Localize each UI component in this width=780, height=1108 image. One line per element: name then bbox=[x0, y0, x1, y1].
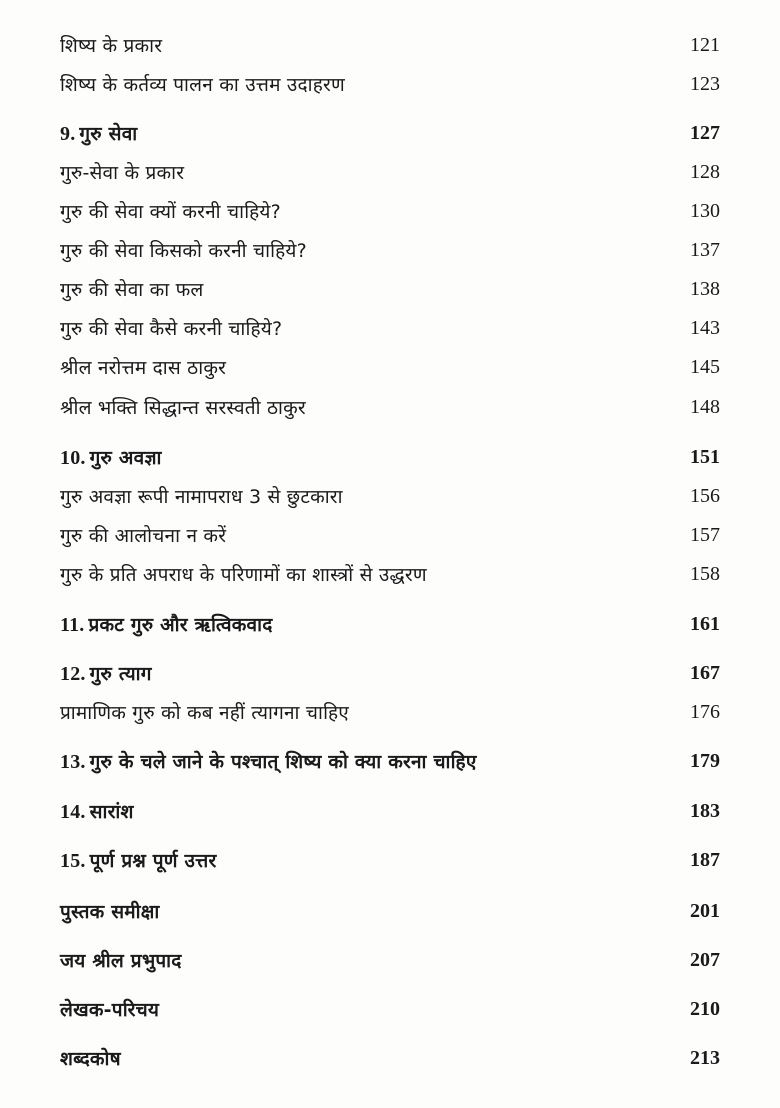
toc-entry-title-text: शिष्य के कर्तव्य पालन का उत्तम उदाहरण bbox=[60, 74, 345, 96]
toc-entry[interactable] bbox=[60, 746, 720, 776]
toc-entry-title-text: जय श्रील प्रभुपाद bbox=[60, 950, 182, 972]
toc-entry-page-number: 207 bbox=[690, 948, 720, 971]
toc-entry-title-text: गुरु सेवा bbox=[79, 123, 138, 145]
toc-entry-title-text: गुरु के प्रति अपराध के परिणामों का शास्त्रों से उद्धरण bbox=[60, 564, 427, 586]
toc-entry-title bbox=[60, 660, 152, 686]
toc-entry[interactable] bbox=[60, 609, 720, 639]
toc-entry-page-number: 210 bbox=[690, 997, 720, 1020]
toc-entry-title bbox=[60, 699, 349, 725]
toc-entry-title-text: शिष्य के प्रकार bbox=[60, 35, 163, 57]
toc-entry-title bbox=[60, 32, 162, 58]
toc-entry-page-number: 161 bbox=[690, 612, 720, 635]
toc-entry-title bbox=[60, 354, 226, 380]
toc-entry-page-number: 148 bbox=[690, 395, 720, 418]
toc-entry-title-text: गुरु की आलोचना न करें bbox=[60, 525, 227, 547]
toc-entry[interactable] bbox=[60, 520, 720, 550]
toc-entry-title-text: गुरु की सेवा किसको करनी चाहिये? bbox=[60, 240, 307, 262]
toc-entry-title bbox=[60, 1045, 121, 1071]
toc-entry-title bbox=[60, 315, 282, 341]
toc-entry[interactable] bbox=[60, 658, 720, 688]
toc-entry[interactable] bbox=[60, 1043, 720, 1073]
toc-entry-page-number: 137 bbox=[690, 238, 720, 261]
toc-entry[interactable] bbox=[60, 313, 720, 343]
toc-entry-title-text: गुरु की सेवा कैसे करनी चाहिये? bbox=[60, 318, 283, 340]
toc-entry-title bbox=[60, 847, 216, 873]
toc-entry-title-text: श्रील भक्ति सिद्धान्त सरस्वती ठाकुर bbox=[60, 397, 306, 419]
toc-entry-title-text: शब्दकोष bbox=[60, 1048, 121, 1070]
toc-entry[interactable] bbox=[60, 30, 720, 60]
toc-entry-page-number: 151 bbox=[690, 445, 720, 468]
toc-entry-title bbox=[60, 198, 281, 224]
toc-entry-page-number: 157 bbox=[690, 523, 720, 546]
toc-entry-page-number: 156 bbox=[690, 484, 720, 507]
toc-entry-page-number: 123 bbox=[690, 72, 720, 95]
toc-entry-title bbox=[60, 947, 182, 973]
chapter-number: 10. bbox=[60, 447, 86, 469]
toc-entry[interactable] bbox=[60, 274, 720, 304]
toc-entry-title bbox=[60, 898, 160, 924]
toc-entry[interactable] bbox=[60, 392, 720, 422]
toc-entry-title bbox=[60, 444, 162, 470]
toc-entry[interactable] bbox=[60, 442, 720, 472]
toc-entry-title-text: गुरु के चले जाने के पश्चात् शिष्य को क्या करना चाहिए bbox=[89, 751, 477, 773]
chapter-number: 14. bbox=[60, 801, 86, 823]
toc-entry[interactable] bbox=[60, 559, 720, 589]
toc-entry-page-number: 167 bbox=[690, 661, 720, 684]
toc-entry-page-number: 187 bbox=[690, 848, 720, 871]
toc-entry-title-text: पुस्तक समीक्षा bbox=[60, 901, 160, 923]
toc-entry-title-text: प्रामाणिक गुरु को कब नहीं त्यागना चाहिए bbox=[60, 702, 349, 724]
toc-entry-title-text: गुरु की सेवा क्यों करनी चाहिये? bbox=[60, 201, 281, 223]
toc-entry-page-number: 127 bbox=[690, 121, 720, 144]
toc-entry[interactable] bbox=[60, 69, 720, 99]
toc-entry-title-text: सारांश bbox=[89, 801, 134, 823]
toc-entry-page-number: 201 bbox=[690, 899, 720, 922]
toc-entry[interactable] bbox=[60, 845, 720, 875]
toc-entry-title-text: गुरु की सेवा का फल bbox=[60, 279, 204, 301]
toc-entry-title bbox=[60, 394, 306, 420]
toc-entry-page-number: 128 bbox=[690, 160, 720, 183]
toc-entry[interactable] bbox=[60, 697, 720, 727]
toc-entry-page-number: 183 bbox=[690, 799, 720, 822]
toc-entry[interactable] bbox=[60, 196, 720, 226]
toc-entry-page-number: 138 bbox=[690, 277, 720, 300]
toc-entry-page-number: 143 bbox=[690, 316, 720, 339]
toc-entry[interactable] bbox=[60, 896, 720, 926]
toc-entry-title-text: गुरु त्याग bbox=[89, 663, 152, 685]
toc-entry-title bbox=[60, 748, 477, 774]
toc-entry-page-number: 130 bbox=[690, 199, 720, 222]
toc-entry-title bbox=[60, 120, 137, 146]
chapter-number: 15. bbox=[60, 850, 86, 872]
toc-entry-title-text: गुरु-सेवा के प्रकार bbox=[60, 162, 185, 184]
toc-entry-title bbox=[60, 237, 307, 263]
toc-entry[interactable] bbox=[60, 352, 720, 382]
toc-entry-title-text: श्रील नरोत्तम दास ठाकुर bbox=[60, 357, 227, 379]
toc-entry-page-number: 176 bbox=[690, 700, 720, 723]
toc-entry[interactable] bbox=[60, 235, 720, 265]
chapter-number: 11. bbox=[60, 614, 85, 636]
toc-entry-title bbox=[60, 522, 226, 548]
chapter-number: 9. bbox=[60, 123, 76, 145]
toc-entry-title-text: गुरु अवज्ञा रूपी नामापराध 3 से छुटकारा bbox=[60, 486, 343, 508]
toc-entry-page-number: 213 bbox=[690, 1046, 720, 1069]
toc-entry-title-text: लेखक-परिचय bbox=[60, 999, 160, 1021]
toc-entry[interactable] bbox=[60, 796, 720, 826]
toc-entry[interactable] bbox=[60, 945, 720, 975]
toc-entry-title-text: पूर्ण प्रश्न पूर्ण उत्तर bbox=[89, 850, 217, 872]
chapter-number: 12. bbox=[60, 663, 86, 685]
toc-entry-page-number: 158 bbox=[690, 562, 720, 585]
toc-entry-title bbox=[60, 798, 134, 824]
toc-entry[interactable] bbox=[60, 157, 720, 187]
toc-entry-title bbox=[60, 483, 343, 509]
toc-entry[interactable] bbox=[60, 118, 720, 148]
toc-entry-title-text: गुरु अवज्ञा bbox=[89, 447, 162, 469]
toc-entry-page-number: 121 bbox=[690, 33, 720, 56]
toc-entry-title bbox=[60, 159, 184, 185]
toc-entry-page-number: 179 bbox=[690, 749, 720, 772]
toc-entry-title bbox=[60, 276, 204, 302]
toc-entry-title bbox=[60, 71, 345, 97]
toc-entry-title-text: प्रकट गुरु और ऋत्विकवाद bbox=[88, 614, 273, 636]
toc-entry-title bbox=[60, 996, 159, 1022]
toc-entry-title bbox=[60, 561, 427, 587]
chapter-number: 13. bbox=[60, 751, 86, 773]
toc-entry-title bbox=[60, 611, 272, 637]
toc-entry[interactable] bbox=[60, 994, 720, 1024]
toc-entry[interactable] bbox=[60, 481, 720, 511]
toc-entry-page-number: 145 bbox=[690, 355, 720, 378]
